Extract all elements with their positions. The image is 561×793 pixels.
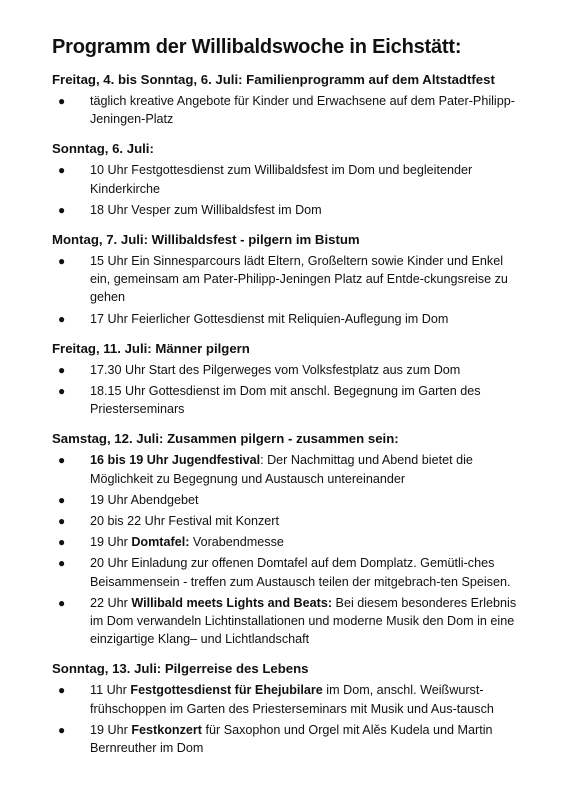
list-item [52, 512, 521, 530]
section-heading: Freitag, 4. bis Sonntag, 6. Juli: Familienprogramm auf dem Altstadtfest [52, 72, 495, 87]
section-heading: Freitag, 11. Juli: Männer pilgern [52, 340, 250, 356]
item-text: Vorabendmesse [189, 535, 284, 550]
item-bold-text: Domtafel: [131, 535, 190, 550]
item-bold-text: Festkonzert [131, 722, 202, 737]
item-text: 18.15 Uhr Gottesdienst im Dom mit anschl. Begegnung im Garten des Priesterseminars [90, 384, 481, 417]
list-item [52, 554, 521, 590]
bullet-icon: ● [58, 535, 66, 550]
item-text: 20 Uhr Einladung zur offenen Domtafel auf dem Domplatz. Gemütli-ches Beisammensein - treffen zum Austausch teilen der mitgebrach-ten Speisen. [90, 556, 511, 589]
list-item [52, 382, 521, 418]
bullet-icon: ● [58, 595, 66, 610]
item-text: im Dom, anschl. Weißwurst-frühschoppen im Garten des Priesterseminars mit Musik und Aus-tausch [90, 683, 494, 716]
item-text: 19 Uhr [90, 535, 132, 550]
item-text: 19 Uhr [90, 722, 132, 737]
bullet-icon: ● [58, 514, 66, 529]
bullet-icon: ● [58, 202, 66, 217]
item-bold-text: Festgottesdienst für Ehejubilare [130, 683, 323, 698]
item-bold-text: 16 bis 19 Uhr Jugendfestival [90, 453, 261, 468]
item-text: für Saxophon und Orgel mit Alěs Kudela und Martin Bernreuther im Dom [90, 722, 493, 756]
list-item [52, 201, 521, 219]
item-list [52, 92, 521, 128]
list-item [52, 491, 521, 509]
list-item [52, 451, 521, 487]
item-text: 18 Uhr Vesper zum Willibaldsfest im Dom [90, 202, 322, 217]
list-item [52, 681, 521, 717]
section-heading: Montag, 7. Juli: Willibaldsfest - pilgern im Bistum [52, 232, 360, 248]
page-title: Programm der Willibaldswoche in Eichstätt: [52, 36, 462, 58]
bullet-icon: ● [58, 384, 66, 399]
bullet-icon: ● [58, 94, 66, 108]
item-text: : Der Nachmittag und Abend bietet die Möglichkeit zu Begegnung und Austausch untereinander [90, 453, 473, 486]
item-text: Bei diesem besonderes Erlebnis im Dom verwandeln Lichtinstallationen und moderne Musik den Dom in eine einzigartige Klang– und Lichtlandschaft [90, 595, 517, 647]
item-text: 17.30 Uhr Start des Pilgerweges vom Volksfestplatz aus zum Dom [90, 362, 461, 377]
section-samstag-12-juli [52, 430, 521, 648]
section-freitag-11-juli [52, 340, 521, 419]
item-bold-text: Willibald meets Lights and Beats: [131, 595, 333, 610]
bullet-icon: ● [58, 254, 66, 269]
item-text: täglich kreative Angebote für Kinder und Erwachsene auf dem Pater-Philipp-Jeningen-Platz [90, 94, 515, 127]
item-list [52, 681, 521, 757]
bullet-icon: ● [58, 556, 66, 571]
section-heading: Samstag, 12. Juli: Zusammen pilgern - zusammen sein: [52, 431, 399, 447]
list-item [52, 594, 521, 649]
item-list [52, 161, 521, 219]
item-list [52, 361, 521, 419]
bullet-icon: ● [58, 722, 66, 737]
section-heading: Sonntag, 13. Juli: Pilgerreise des Lebens [52, 661, 309, 677]
item-text: 11 Uhr [90, 683, 131, 698]
item-text: 20 bis 22 Uhr Festival mit Konzert [90, 514, 279, 529]
item-list [52, 252, 521, 328]
bullet-icon: ● [58, 683, 66, 698]
section-sonntag-13-juli [52, 660, 521, 757]
list-item [52, 361, 521, 379]
list-item [52, 92, 521, 128]
bullet-icon: ● [58, 163, 66, 178]
item-text: 22 Uhr [90, 595, 132, 610]
item-text: 17 Uhr Feierlicher Gottesdienst mit Reliquien-Auflegung im Dom [90, 311, 449, 326]
item-list [52, 451, 521, 648]
section-sonntag-6-juli [52, 140, 521, 219]
item-text: 19 Uhr Abendgebet [90, 492, 199, 507]
section-montag-7-juli [52, 231, 521, 328]
item-text: 10 Uhr Festgottesdienst zum Willibaldsfest im Dom und begleitender Kinderkirche [90, 163, 473, 196]
section-familienprogramm [52, 71, 521, 128]
bullet-icon: ● [58, 362, 66, 377]
bullet-icon: ● [58, 492, 66, 507]
bullet-icon: ● [58, 311, 66, 326]
item-text: 15 Uhr Ein Sinnesparcours lädt Eltern, Großeltern sowie Kinder und Enkel ein, gemeinsam am Pater-Philipp-Jeningen Platz auf Entde-ckungsreise zu gehen [90, 254, 508, 305]
list-item [52, 310, 521, 328]
list-item [52, 721, 521, 757]
bullet-icon: ● [58, 453, 66, 468]
list-item [52, 161, 521, 197]
list-item [52, 533, 521, 551]
section-heading: Sonntag, 6. Juli: [52, 141, 154, 157]
list-item [52, 252, 521, 307]
